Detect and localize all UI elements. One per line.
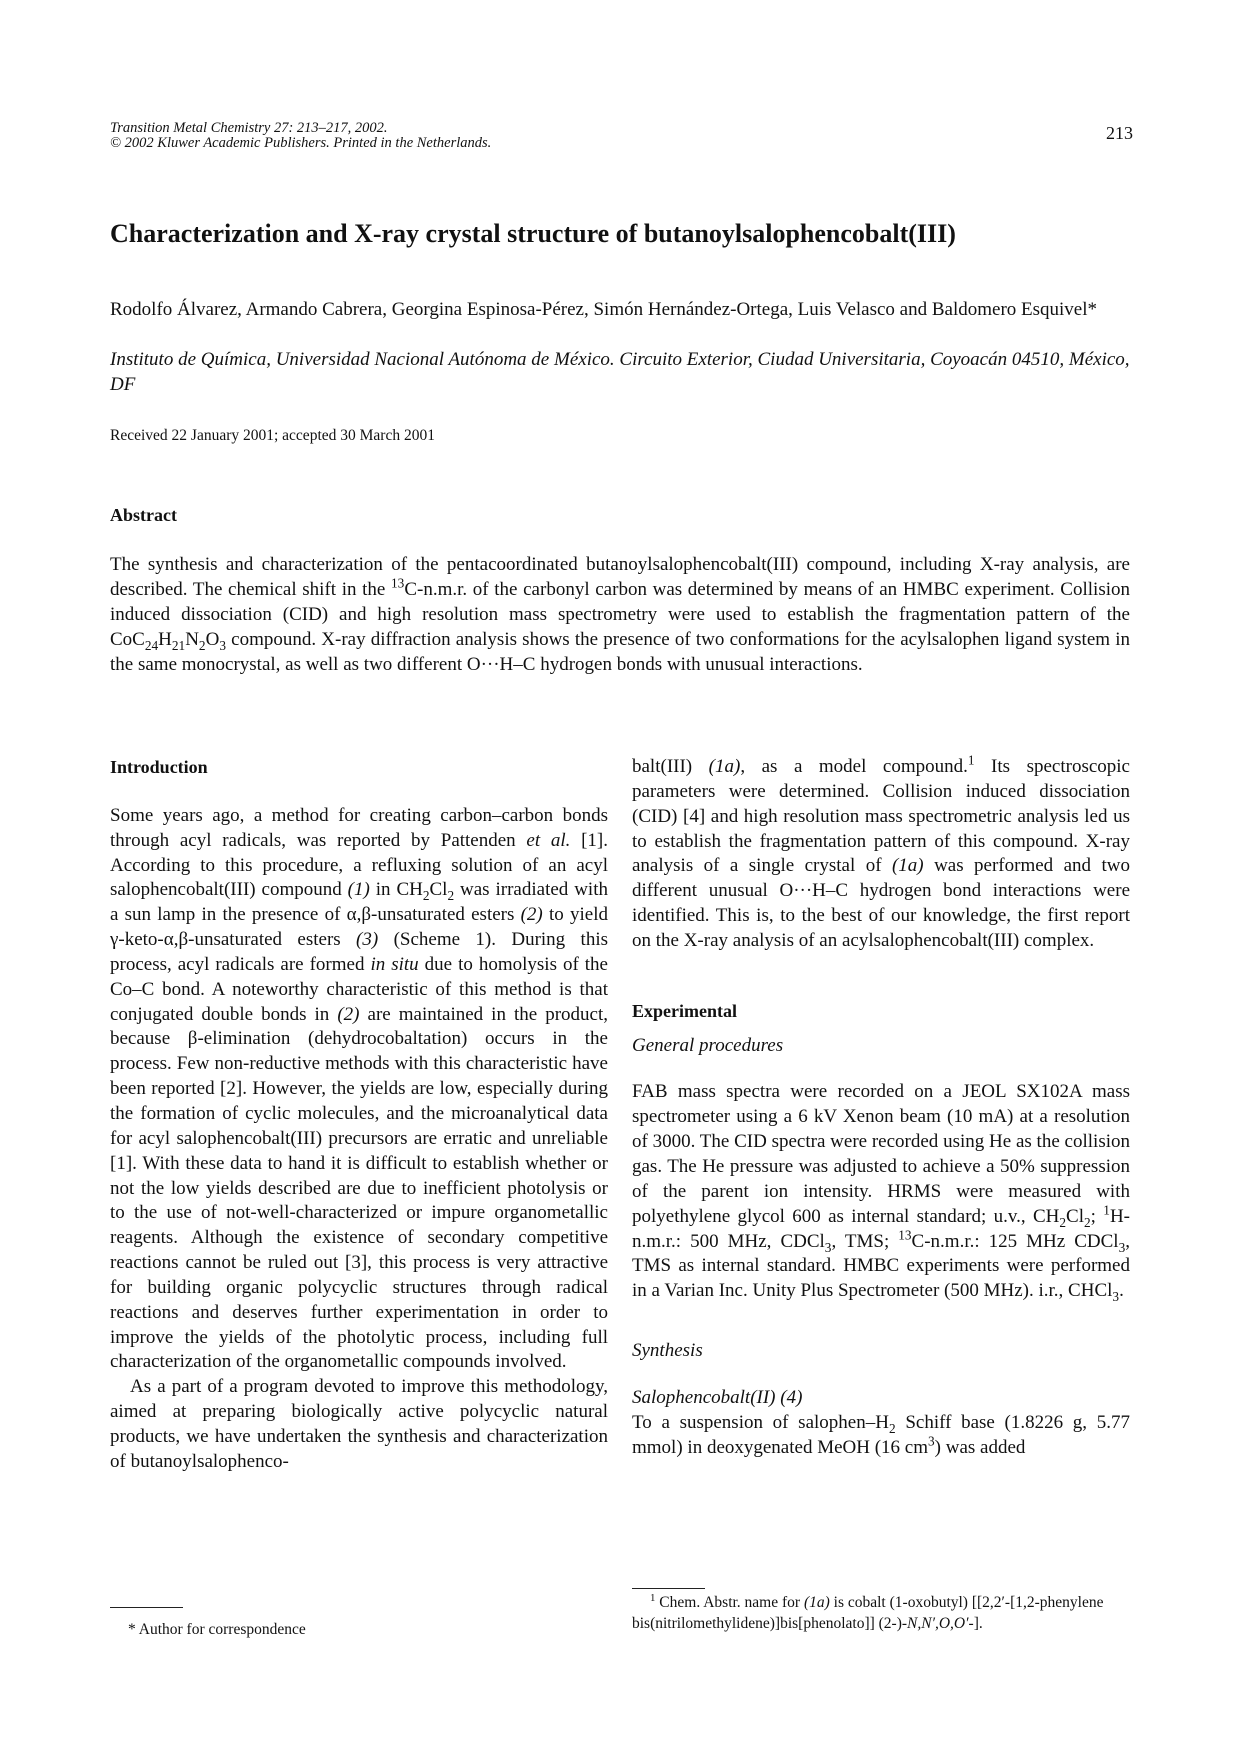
author-footnote: * Author for correspondence xyxy=(128,1621,306,1638)
footnote-rule-left xyxy=(110,1607,183,1608)
synthesis-text: To a suspension of salophen–$H_2$ Schiff base (1.8226 g, 5.77 mmol) in deoxygenated MeOH (16 $cm^3$) was added xyxy=(632,1411,1130,1458)
abstract-text: The synthesis and characterization of the pentacoordinated butanoylsalophencobalt(III) compound, including X-ray analysis, are described. The chemical shift in the $^{13}$C-n.m.r. of the carbonyl carbon was determined by means of an HMBC experiment. Collision induced dissociation (CID) and high resolution mass spectrometry were used to establish the fragmentation pattern of the $CoC_{24}H_{21}N_2O_3$ compound. X-ray diffraction analysis shows the presence of two conformations for the acylsalophen ligand system in the same monocrystal, as well as two different O···H–C hydrogen bonds with unusual interactions. xyxy=(110,554,1130,675)
received-dates: Received 22 January 2001; accepted 30 March 2001 xyxy=(110,427,435,444)
footnote-rule-right xyxy=(632,1588,705,1589)
author-list: Rodolfo Álvarez, Armando Cabrera, Georgina Espinosa-Pérez, Simón Hernández-Ortega, Luis Velasco and Baldomero Esquivel* xyxy=(110,299,1098,320)
journal-citation: Transition Metal Chemistry 27: 213–217, 2002. xyxy=(110,120,388,136)
left-column xyxy=(110,755,608,1475)
salophencobalt-heading: Salophencobalt(II) (4) xyxy=(632,1386,803,1408)
copyright-line: © 2002 Kluwer Academic Publishers. Printed in the Netherlands. xyxy=(110,135,492,151)
chemical-formula: $CoC_{24}H_{21}N_2O_3$ xyxy=(110,628,226,653)
introduction-heading: Introduction xyxy=(110,757,208,777)
intro-paragraph-3: balt(III) (1a), as a model compound.$^1$ Its spectroscopic parameters were determined. Collision induced dissociation (CID) [4] and high resolution mass spectrometric analysis led us to establish the fragmentation pattern of this compound. X-ray analysis of a single crystal of (1a) was performed and two different unusual O···H–C hydrogen bond interactions were identified. This is, to the best of our knowledge, the first report on the X-ray analysis of an acylsalophencobalt(III) complex. xyxy=(632,752,1130,951)
article-title: Characterization and X-ray crystal structure of butanoylsalophencobalt(III) xyxy=(110,219,956,248)
general-procedures-text: FAB mass spectra were recorded on a JEOL SX102A mass spectrometer using a 6 kV Xenon beam (10 mA) at a resolution of 3000. The CID spectra were recorded using He as the collision gas. The He pressure was adjusted to achieve a 50% suppression of the parent ion intensity. HRMS were measured with polyethylene glycol 600 as internal standard; u.v., $CH_2Cl_2$; $^1$H-n.m.r.: 500 MHz, CDCl$_3$, TMS; $^{13}$C-n.m.r.: 125 MHz CDCl$_3$, TMS as internal standard. HMBC experiments were performed in a Varian Inc. Unity Plus Spectrometer (500 MHz). i.r., CHCl$_3$. xyxy=(632,1081,1130,1304)
abstract-heading: Abstract xyxy=(110,505,177,525)
running-header xyxy=(110,121,491,151)
right-column xyxy=(632,752,1130,1460)
affiliation: Instituto de Química, Universidad Nacional Autónoma de México. Circuito Exterior, Ciudad Universitaria, Coyoacán 04510, México, DF xyxy=(110,349,1130,395)
chem-name-footnote: $^1$ Chem. Abstr. name for (1a) is cobalt (1-oxobutyl) [[2,2′-[1,2-phenylene bis(nitrilomethylidene)]bis[phenolato]] (2-)-N,N′,O,O′-]. xyxy=(632,1591,1104,1632)
intro-paragraph-1: Some years ago, a method for creating carbon–carbon bonds through acyl radicals, was reported by Pattenden et al. [1]. According to this procedure, a refluxing solution of an acyl salophencobalt(III) compound (1) in $CH_2Cl_2$ was irradiated with a sun lamp in the presence of α,β-unsaturated esters (2) to yield γ-keto-α,β-unsaturated esters (3) (Scheme 1). During this process, acyl radicals are formed in situ due to homolysis of the Co–C bond. A noteworthy characteristic of this method is that conjugated double bonds in (2) are maintained in the product, because β-elimination (dehydrocobaltation) occurs in the process. Few non-reductive methods with this characteristic have been reported [2]. However, the yields are low, especially during the formation of cyclic molecules, and the microanalytical data for acyl salophencobalt(III) precursors are erratic and unreliable [1]. With these data to hand it is difficult to establish whether or not the low yields described are due to inefficient photolysis or to the use of not-well-characterized or impure organometallic reagents. Although the existence of secondary competitive reactions cannot be ruled out [3], this process is very attractive for building organic polycyclic structures through radical reactions and deserves further experimentation in order to improve the yields of the photolytic process, including full characterization of the organometallic compounds involved. xyxy=(110,804,609,1373)
intro-paragraph-2: As a part of a program devoted to improve this methodology, aimed at preparing biologically active polycyclic natural products, we have undertaken the synthesis and characterization of butanoylsalophenco- xyxy=(110,1376,608,1472)
synthesis-heading: Synthesis xyxy=(632,1340,703,1362)
experimental-heading: Experimental xyxy=(632,1000,737,1021)
general-procedures-heading: General procedures xyxy=(632,1034,784,1056)
page-number: 213 xyxy=(1106,123,1133,143)
